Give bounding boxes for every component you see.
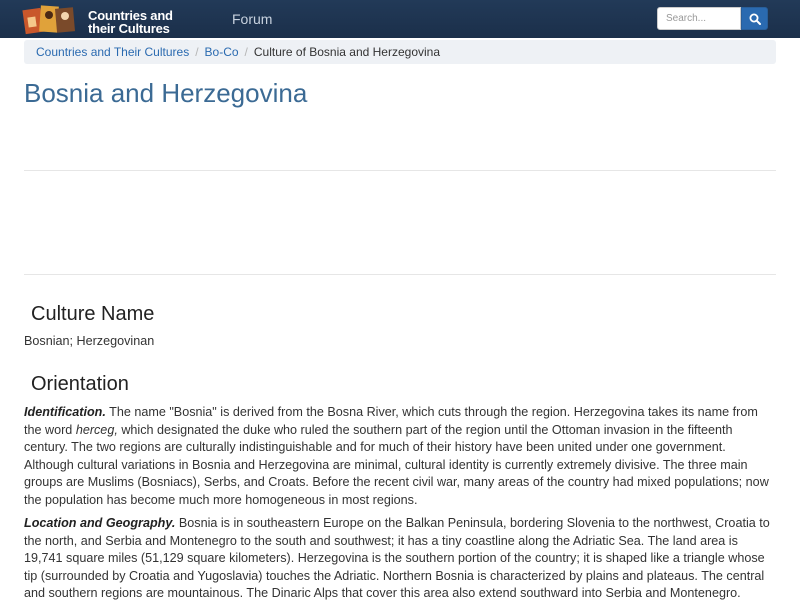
top-navbar: [0, 0, 800, 38]
breadcrumb-separator: /: [244, 45, 248, 59]
breadcrumb: [24, 40, 776, 64]
orientation-heading: Orientation: [31, 373, 129, 395]
identification-italic-term: herceg,: [75, 422, 118, 437]
breadcrumb-link-countries[interactable]: Countries and Their Cultures: [36, 45, 190, 59]
search-icon: [749, 13, 761, 25]
nav-forum-link[interactable]: Forum: [232, 11, 273, 27]
page-title: Bosnia and Herzegovina: [24, 78, 308, 108]
culture-name-text: Bosnian; Herzegovinan: [24, 334, 155, 348]
culture-name-heading: Culture Name: [31, 303, 155, 325]
location-text: Bosnia is in southeastern Europe on the Balkan Peninsula, bordering Slovenia to the northwest, Croatia to the north, and Serbia and Montenegro to the south and southwest; it has a tiny coastline along the Adriatic Sea. The land area is 19,741 square miles (51,129 square kilometers). Herzegovina is the southern portion of the country; it is shaped like a triangle whose tip (surrounded by Croatia and Yugoslavia) touches the Adriatic. Northern Bosnia is characterized by plains and plateaus. The central and southern regions are mountainous. The Dinaric Alps that cover this area also extend southward into Serbia and Montenegro.: [24, 516, 770, 600]
search-input[interactable]: [657, 7, 741, 30]
location-label: Location and Geography.: [24, 516, 176, 530]
identification-text-2: which designated the duke who ruled the southern part of the region until the Ottoman invasion in the fifteenth century. The two regions are culturally indistinguishable and for much of their history have been united under one government. Although cultural variations in Bosnia and Herzegovina are minimal, cultural identity is currently extremely divisive. The three main groups are Muslims (Bosniacs), Serbs, and Croats. Before the recent civil war, many areas of the country had mixed populations; now the population has become much more homogeneous in most regions.: [24, 422, 769, 507]
site-logo[interactable]: [22, 3, 192, 43]
logo-line-2: their Cultures: [88, 21, 170, 36]
logo-images-icon: [22, 3, 86, 43]
search-button[interactable]: [741, 7, 768, 30]
location-paragraph: [24, 515, 776, 603]
identification-text-1: The name "Bosnia" is derived from the Bosna River, which cuts through the region. Herzegovina takes its name from the word: [24, 405, 758, 437]
identification-label: Identification.: [24, 405, 106, 419]
identification-paragraph: [24, 404, 776, 509]
advertisement-area: [24, 170, 776, 275]
logo-line-1: Countries and: [88, 8, 173, 23]
logo-text: [88, 9, 173, 35]
breadcrumb-link-bo-co[interactable]: Bo-Co: [204, 45, 239, 59]
breadcrumb-separator: /: [195, 45, 199, 59]
breadcrumb-current: Culture of Bosnia and Herzegovina: [253, 45, 441, 59]
